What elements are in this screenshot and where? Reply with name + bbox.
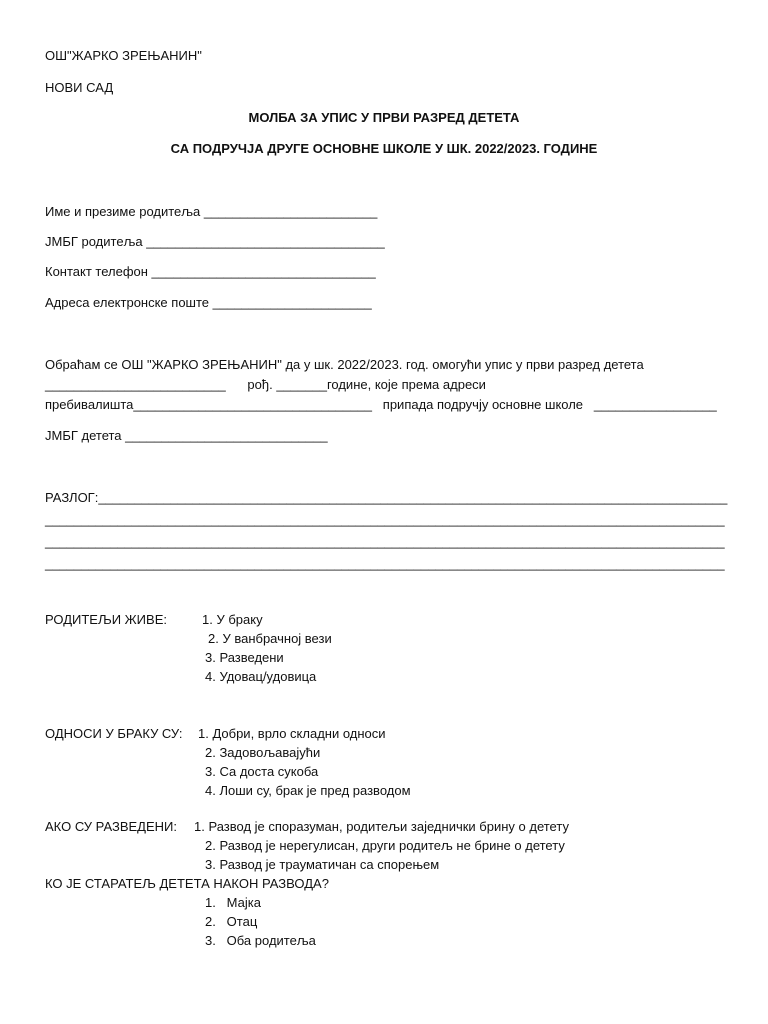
request-text-line-1: Обраћам се ОШ "ЖАРКО ЗРЕЊАНИН" да у шк. 2022/2023. год. омогући упис у први разред детета: [45, 357, 644, 372]
request-text-line-2: _________________________ рођ. _______године, које према адреси: [45, 377, 486, 392]
living-label: РОДИТЕЉИ ЖИВЕ:: [45, 612, 167, 627]
marriage-option: 1. Добри, врло складни односи: [198, 726, 386, 741]
divorced-option: 2. Развод је нерегулисан, други родитељ не брине о детету: [205, 838, 565, 853]
email-field: Адреса електронске поште ______________________: [45, 295, 372, 310]
reason-line-3: ______________________________________________________________________________________________: [45, 534, 725, 549]
living-option: 2. У ванбрачној вези: [208, 631, 332, 646]
living-option: 3. Разведени: [205, 650, 284, 665]
parent-jmbg-field: ЈМБГ родитеља _________________________________: [45, 234, 385, 249]
marriage-option: 4. Лоши су, брак је пред разводом: [205, 783, 411, 798]
reason-line-4: ______________________________________________________________________________________________: [45, 556, 725, 571]
reason-line-2: ______________________________________________________________________________________________: [45, 512, 725, 527]
guardian-option: 1. Мајка: [205, 895, 261, 910]
marriage-label: ОДНОСИ У БРАКУ СУ:: [45, 726, 183, 741]
city-name: НОВИ САД: [45, 80, 114, 95]
child-jmbg-field: ЈМБГ детета ____________________________: [45, 428, 328, 443]
document-subtitle: СА ПОДРУЧЈА ДРУГЕ ОСНОВНЕ ШКОЛЕ У ШК. 2022/2023. ГОДИНЕ: [170, 141, 598, 156]
marriage-option: 3. Са доста сукоба: [205, 764, 319, 779]
request-text-line-3: пребивалишта_________________________________ припада подручју основне школе _________________: [45, 397, 717, 412]
divorced-option: 3. Развод је трауматичан са спорењем: [205, 857, 440, 872]
divorced-label: АКО СУ РАЗВЕДЕНИ:: [45, 819, 177, 834]
phone-field: Контакт телефон _______________________________: [45, 264, 376, 279]
guardian-option: 3. Оба родитеља: [205, 933, 316, 948]
school-name: ОШ"ЖАРКО ЗРЕЊАНИН": [45, 48, 202, 63]
guardian-label: КО ЈЕ СТАРАТЕЉ ДЕТЕТА НАКОН РАЗВОДА?: [45, 876, 329, 891]
document-title: МОЛБА ЗА УПИС У ПРВИ РАЗРЕД ДЕТЕТА: [248, 110, 520, 125]
living-option: 4. Удовац/удовица: [205, 669, 317, 684]
living-option: 1. У браку: [202, 612, 263, 627]
divorced-option: 1. Развод је споразуман, родитељи заједнички брину о детету: [194, 819, 569, 834]
marriage-option: 2. Задовољавајући: [205, 745, 321, 760]
guardian-option: 2. Отац: [205, 914, 258, 929]
parent-name-field: Име и презиме родитеља ________________________: [45, 204, 378, 219]
reason-line-1: РАЗЛОГ:_______________________________________________________________________________________: [45, 490, 728, 505]
